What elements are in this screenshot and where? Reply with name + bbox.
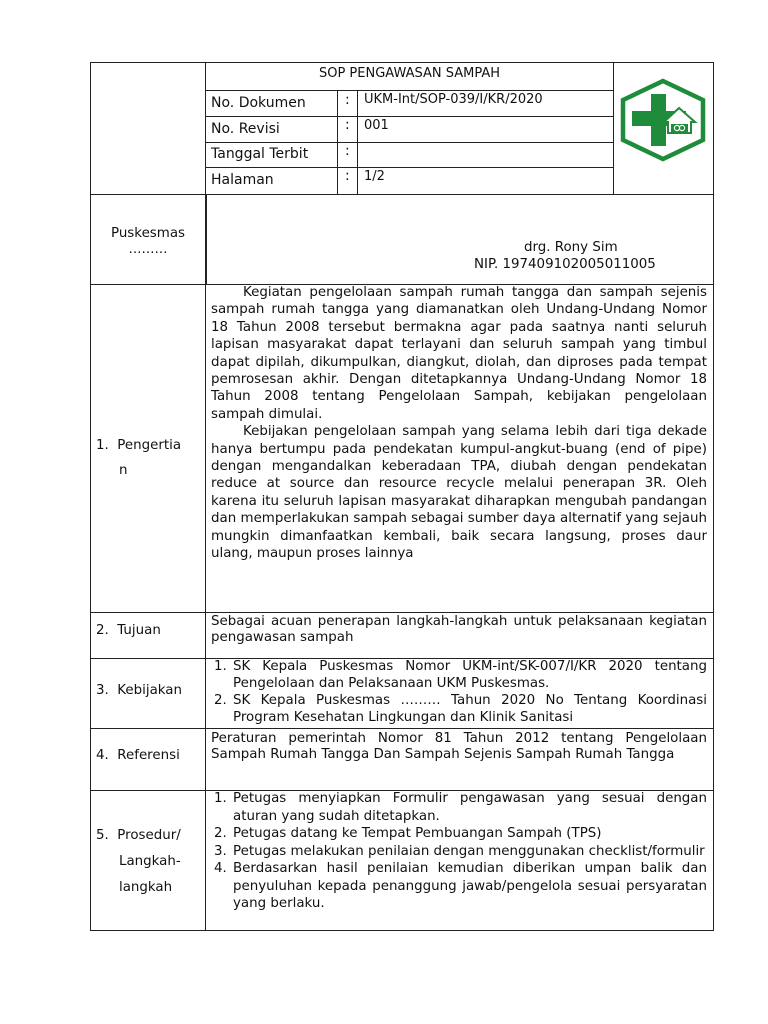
prosedur-label: 5. Prosedur/ Langkah- langkah	[96, 828, 181, 895]
tujuan-text: Sebagai acuan penerapan langkah-langkah untuk pelaksanaan kegiatan pengawasan sampah	[211, 614, 707, 645]
no-revisi-label: No. Revisi	[211, 121, 280, 137]
list-item: 2. Petugas datang ke Tempat Pembuangan Sampah (TPS)	[214, 826, 602, 841]
tanggal-terbit-label: Tanggal Terbit	[211, 146, 309, 162]
signer-nip: NIP. 197409102005011005	[474, 257, 656, 272]
tanggal-terbit-colon: :	[345, 143, 350, 159]
puskesmas-dots: ………	[128, 242, 168, 257]
referensi-text: Peraturan pemerintah Nomor 81 Tahun 2012 tentang Pengelolaan Sampah Rumah Tangga Dan Sampah Sejenis Sampah Rumah Tangga	[211, 731, 707, 762]
list-item: 2. SK Kepala Puskesmas ……… Tahun 2020 No Tentang Koordinasi Program Kesehatan Lingkungan dan Klinik Sanitasi	[214, 693, 707, 725]
halaman-colon: :	[345, 168, 350, 184]
list-item: 1. Petugas menyiapkan Formulir pengawasan yang sesuai dengan aturan yang sudah ditetapkan.	[214, 791, 707, 824]
document-title: SOP PENGAWASAN SAMPAH	[318, 66, 501, 81]
tujuan-label: 2. Tujuan	[96, 623, 161, 638]
halaman-label: Halaman	[211, 172, 274, 188]
pengertian-paragraph-2: Kebijakan pengelolaan sampah yang selama lebih dari tiga dekade hanya bertumpu pada pendekatan kumpul-angkut-buang (end of pipe) dengan mengandalkan keberadaan TPA, diubah dengan pendekatan reduce at source dan resource recycle melalui penerapan 3R. Oleh karena itu seluruh lapisan masyarakat diharapkan mengubah pandangan dan memperlakukan sampah sebagai sumber daya alternatif yang sejauh mungkin dimanfaatkan kembali, baik secara langsung, proses daur ulang, maupun proses lainnya	[211, 424, 707, 562]
prosedur-list	[214, 790, 707, 913]
pengertian-content	[211, 284, 707, 563]
list-item: 3. Petugas melakukan penilaian dengan menggunakan checklist/formulir	[214, 843, 705, 859]
referensi-label: 4. Referensi	[96, 748, 180, 763]
pengertian-paragraph-1: Kegiatan pengelolaan sampah rumah tangga dan sampah sejenis sampah rumah tangga yang diamanatkan oleh Undang-Undang Nomor 18 Tahun 2008 tersebut bermakna agar pada saatnya nanti seluruh lapisan masyarakat dapat terlayani dan seluruh sampah yang timbul dapat dipilah, dikumpulkan, diangkut, diolah, dan diproses pada tempat pemrosesan akhir. Dengan ditetapkannya Undang-Undang Nomor 18 Tahun 2008 tentang Pengelolaan Sampah, kebijakan pengelolaan sampah dimulai.	[211, 285, 707, 422]
no-dokumen-colon: :	[345, 92, 350, 108]
no-dokumen-label: No. Dokumen	[211, 95, 306, 111]
kebijakan-label: 3. Kebijakan	[96, 683, 182, 698]
no-revisi-colon: :	[345, 117, 350, 133]
kebijakan-list	[214, 658, 707, 726]
no-revisi-value: 001	[364, 118, 389, 133]
signer-name: drg. Rony Sim	[524, 240, 618, 255]
puskesmas-name: Puskesmas	[110, 226, 186, 241]
no-dokumen-value: UKM-Int/SOP-039/I/KR/2020	[364, 92, 543, 107]
pengertian-label: 1. Pengertia n	[96, 438, 182, 478]
puskesmas-logo	[619, 78, 707, 162]
list-item: 4. Berdasarkan hasil penilaian kemudian diberikan umpan balik dan penyuluhan kepada penanggung jawab/pengelola sesuai persyaratan yang berlaku.	[214, 861, 707, 911]
halaman-value: 1/2	[364, 169, 385, 184]
list-item: 1. SK Kepala Puskesmas Nomor UKM-int/SK-007/I/KR 2020 tentang Pengelolaan dan Pelaksanaan UKM Puskesmas.	[214, 659, 707, 691]
